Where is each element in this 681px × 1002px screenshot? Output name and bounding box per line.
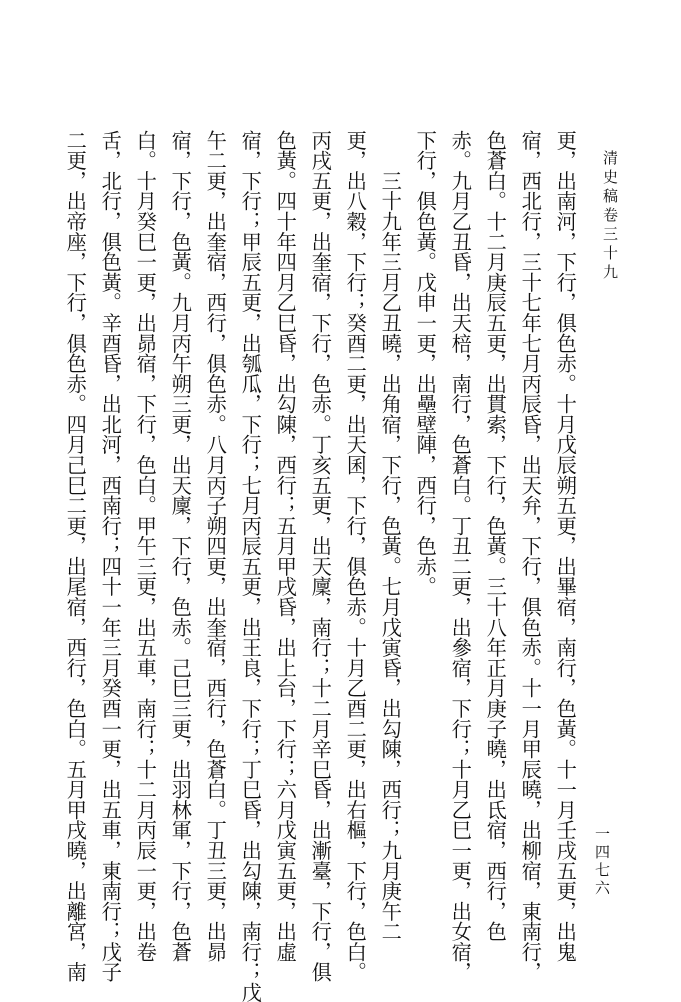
text-column: 丙戌五更，出奎宿，下行，色赤。丁亥五更，出天廩，南行；十二月辛巳昏，出漸臺，下行，俱 bbox=[308, 130, 333, 983]
text-column: 色蒼白。十二月庚辰五更，出貫索，下行，色黃。三十八年正月庚子曉，出氐宿，西行，色 bbox=[483, 130, 508, 942]
text-column: 宿，西北行，三十七年七月丙辰昏，出天弁，下行，俱色赤。十一月甲辰曉，出柳宿，東南行， bbox=[518, 130, 543, 983]
text-column: 午二更，出奎宿，西行，俱色赤。八月丙子朔四更，出奎宿，西行，色蒼白。丁丑三更，出昴 bbox=[203, 130, 228, 962]
page-number: 一四七六 bbox=[593, 826, 611, 898]
body-text bbox=[63, 130, 580, 1002]
text-column: 色黃。四十年四月乙巳昏，出勾陳，西行；五月甲戌昏，出上台，下行；六月戊寅五更，出虛 bbox=[273, 130, 298, 962]
text-column: 二更，出帝座，下行，俱色赤。四月己巳二更，出尾宿，西行，色白。五月甲戌曉，出離宮，南 bbox=[63, 130, 88, 983]
text-column: 宿，下行；甲辰五更，出瓠瓜，下行；七月丙辰五更，出王良，下行；丁巳昏，出勾陳，南行；戊 bbox=[238, 130, 263, 1002]
text-column: 赤。九月乙丑昏，出天棓，南行，色蒼白。丁丑二更，出參宿，下行；十月乙巳一更，出女宿， bbox=[448, 130, 473, 983]
text-column: 下行，俱色黃。戊申一更，出壘壁陣，西行，色赤。 bbox=[413, 130, 438, 597]
running-header: 清史稿卷三十九 bbox=[601, 150, 619, 283]
text-column: 白。十月癸巳一更，出昴宿，下行，色白。甲午三更，出五車，南行；十二月丙辰一更，出卷 bbox=[133, 130, 158, 962]
text-column: 三十九年三月乙丑曉，出角宿，下行，色黃。七月戊寅昏，出勾陳，西行；九月庚午二 bbox=[378, 130, 403, 942]
text-column: 更，出南河，下行，俱色赤。十月戊辰朔五更，出畢宿，南行，色黃。十一月壬戌五更，出鬼 bbox=[553, 130, 578, 962]
text-column: 更，出八穀，下行；癸酉二更，出天囷，下行，俱色赤。十月乙酉二更，出右樞，下行，色白。 bbox=[343, 130, 368, 983]
text-column: 宿，下行，色黃。九月丙午朔三更，出天廩，下行，色赤。己巳三更，出羽林軍，下行，色蒼 bbox=[168, 130, 193, 962]
text-column: 舌，北行，俱色黃。辛酉昏，出北河，西南行；四十一年三月癸酉一更，出五車，東南行；戊子 bbox=[98, 130, 123, 983]
